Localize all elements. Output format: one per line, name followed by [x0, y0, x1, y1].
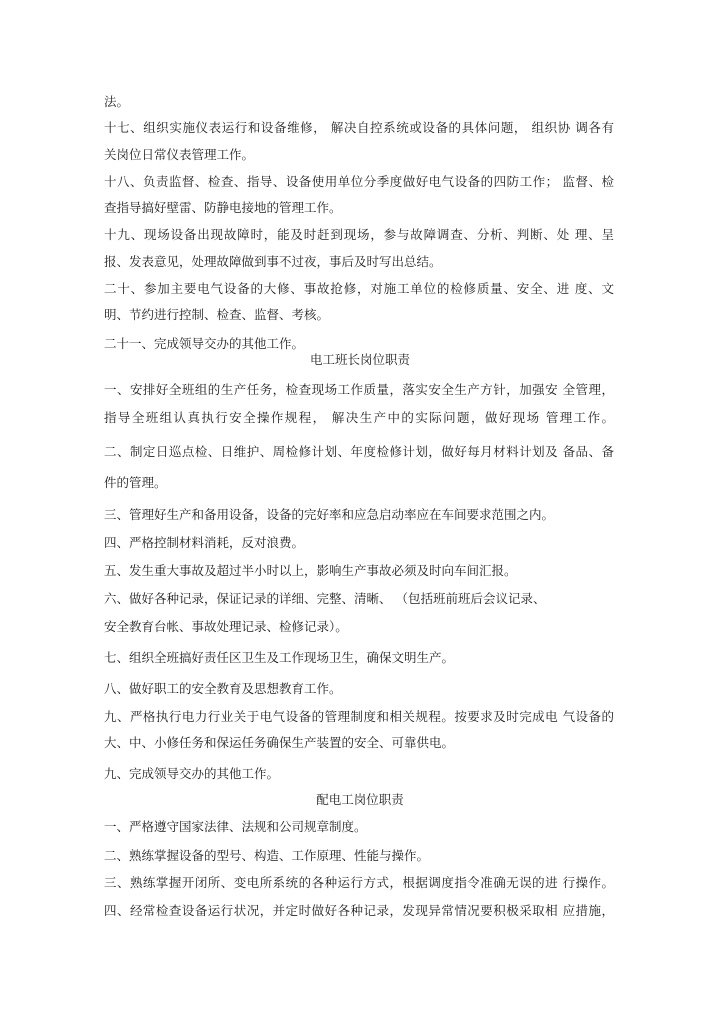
- text-line: 报、发表意见，处理故障做到事不过夜，事后及时写出总结。: [104, 254, 442, 269]
- text-line: 九、严格执行电力行业关于电气设备的管理制度和相关规程。按要求及时完成电 气设备的: [104, 709, 614, 724]
- text-line: 二十一、完成领导交办的其他工作。: [104, 336, 305, 351]
- text-line: 二、制定日巡点检、日维护、周检修计划、年度检修计划，做好每月材料计划及 备品、备: [104, 444, 614, 459]
- text-line: 六、做好各种记录，保证记录的详细、完整、清晰、 （包括班前班后会议记录、: [104, 591, 546, 606]
- section-heading: 电工班长岗位职责: [309, 352, 410, 367]
- text-line: 件的管理。: [104, 475, 167, 490]
- text-line: 二十、参加主要电气设备的大修、事故抢修，对施工单位的检修质量、安全、进 度、文: [104, 281, 614, 296]
- text-line: 十八、负责监督、检查、指导、设备使用单位分季度做好电气设备的四防工作； 监督、检: [104, 174, 614, 189]
- text-line: 四、经常检查设备运行状况，并定时做好各种记录，发现异常情况要积极采取相 应措施，: [104, 903, 614, 918]
- text-line: 五、发生重大事故及超过半小时以上，影响生产事故必须及时向车间汇报。: [104, 563, 517, 578]
- text-line: 三、管理好生产和备用设备，设备的完好率和应急启动率应在车间要求范围之内。: [104, 507, 555, 522]
- text-line: 法。: [104, 94, 130, 109]
- text-line: 九、完成领导交办的其他工作。: [104, 766, 280, 781]
- text-line: 十七、组织实施仪表运行和设备维修， 解决自控系统或设备的具体问题， 组织协 调各有: [104, 120, 614, 135]
- text-line: 四、严格控制材料消耗，反对浪费。: [104, 535, 305, 550]
- text-line: 三、熟练掌握开闭所、变电所系统的各种运行方式，根据调度指令准确无误的进 行操作。: [104, 875, 614, 890]
- text-line: 大、中、小修任务和保运任务确保生产装置的安全、可靠供电。: [104, 735, 455, 750]
- text-line: 八、做好职工的安全教育及思想教育工作。: [104, 681, 342, 696]
- text-line: 明、节约进行控制、检查、监督、考核。: [104, 307, 330, 322]
- text-line: 指导全班组认真执行安全操作规程， 解决生产中的实际问题，做好现场 管理工作。: [104, 410, 614, 425]
- text-line: 查指导搞好壁雷、防静电接地的管理工作。: [104, 200, 342, 215]
- text-line: 一、安排好全班组的生产任务，检查现场工作质量，落实安全生产方针，加强安 全管理，: [104, 382, 614, 397]
- text-line: 十九、现场设备出现故障时，能及时赶到现场，参与故障调查、分析、判断、处 理、呈: [104, 227, 614, 242]
- text-line: 一、严格遵守国家法律、法规和公司规章制度。: [104, 819, 367, 834]
- text-line: 二、熟练掌握设备的型号、构造、工作原理、性能与操作。: [104, 848, 430, 863]
- text-line: 关岗位日常仪表管理工作。: [104, 147, 255, 162]
- text-line: 七、组织全班搞好责任区卫生及工作现场卫生，确保文明生产。: [104, 650, 455, 665]
- text-line: 安全教育台帐、事故处理记录、检修记录）。: [104, 619, 348, 634]
- section-heading: 配电工岗位职责: [316, 792, 404, 807]
